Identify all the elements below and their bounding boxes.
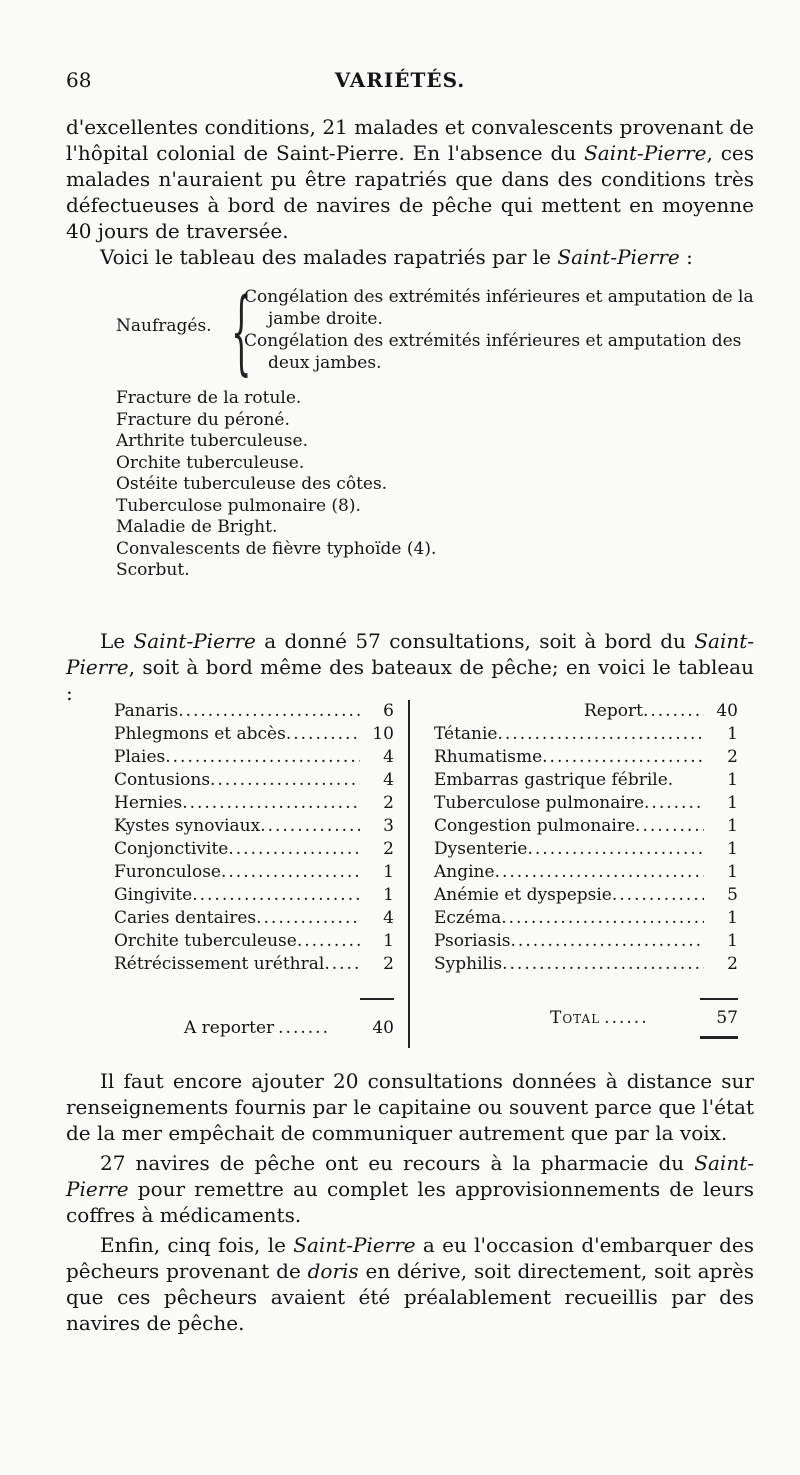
table-left-column [114,700,394,976]
table-row: Anémie et dyspepsie ..... 5 [434,884,738,907]
table-row: Congestion pulmonaire ..... 1 [434,815,738,838]
table-right-column [434,700,738,976]
subtotal-rule [360,998,394,1000]
list-item: Maladie de Bright. [116,517,278,537]
table-row: Conjonctivite ..... 2 [114,838,394,861]
total-row: Total ...... 57 [550,1008,738,1028]
naufrages-item: Congélation des extrémités inférieures et amputation de la [244,287,754,307]
naufrages-group [116,278,766,386]
table-row: Caries dentaires ..... 4 [114,907,394,930]
paragraph-4: Il faut encore ajouter 20 consultations données à distance sur renseignements fournis par le capitaine ou souvent parce que l'état de la mer empêchait de communiquer autrement que par la voix. [66,1069,754,1145]
total-rule [700,998,738,1000]
total-double-rule [700,1036,738,1039]
list-item: Orchite tuberculeuse. [116,452,305,473]
naufrages-item-cont: deux jambes. [268,353,382,373]
table-row: Psoriasis ..... 1 [434,930,738,953]
naufrages-label: Naufragés. [116,316,212,336]
table-row: Angine ..... 1 [434,861,738,884]
paragraph-3: Le Saint-Pierre a donné 57 consultations, soit à bord du Saint-Pierre, soit à bord même des bateaux de pêche; en voici le tableau : [66,629,755,705]
running-title: VARIÉTÉS. [334,68,466,92]
list-item: Fracture du péroné. [116,409,290,430]
left-subtotal-row: A reporter ....... 40 [184,1018,394,1038]
naufrages-item-cont: jambe droite. [268,309,383,329]
table-row: Furonculose ..... 1 [114,861,394,884]
list-item: Tuberculose pulmonaire (8). [116,495,361,516]
list-item: Convalescents de fièvre typhoïde (4). [116,538,437,559]
table-row: Contusions ..... 4 [114,769,394,792]
table-row: Tétanie ..... 1 [434,723,738,746]
table-row: Gingivite ..... 1 [114,884,394,907]
table-row: Report ..... 40 [434,700,738,723]
table-row: Tuberculose pulmonaire ..... 1 [434,792,738,815]
list-item: Scorbut. [116,560,190,580]
table-row: Rhumatisme ..... 2 [434,746,738,769]
brace-icon: { [231,278,252,385]
paragraph-1: d'excellentes conditions, 21 malades et convalescents provenant de l'hôpital colonial de Saint-Pierre. En l'absence du Saint-Pierre, ces malades n'auraient pu être rapatriés que dans des conditions très défectueuses à bord de navires de pêche qui mettent en moyenne 40 jours de traversée. [66,115,755,243]
naufrages-item: Congélation des extrémités inférieures et amputation des [244,331,742,351]
table-row: Dysenterie ..... 1 [434,838,738,861]
column-divider [408,700,410,1048]
page-header [66,68,734,96]
table-row: Kystes synoviaux ..... 3 [114,815,394,838]
table-row: Plaies ..... 4 [114,746,394,769]
table-row: Rétrécissement uréthral ..... 2 [114,953,394,976]
paragraph-6: Enfin, cinq fois, le Saint-Pierre a eu l'occasion d'embarquer des pêcheurs provenant de doris en dérive, soit directement, soit après que ces pêcheurs avaient été préalablement recueillis par des navires de pêche. [66,1233,754,1335]
table-row: Eczéma ..... 1 [434,907,738,930]
paragraph-5: 27 navires de pêche ont eu recours à la pharmacie du Saint-Pierre pour remettre au complet les approvisionnements de leurs coffres à médicaments. [66,1151,754,1227]
list-item: Ostéite tuberculeuse des côtes. [116,474,388,494]
table-row: Embarras gastrique fébrile. 1 [434,770,738,790]
list-item: Fracture de la rotule. [116,388,302,408]
consultations-table [114,700,738,1050]
list-item: Arthrite tuberculeuse. [116,431,308,451]
table-row: Panaris ..... 6 [114,700,394,723]
maladies-list [116,388,756,582]
page-number: 68 [66,68,92,92]
table-row: Syphilis ..... 2 [434,953,738,976]
table-row: Orchite tuberculeuse ..... 1 [114,930,394,953]
paragraph-2: Voici le tableau des malades rapatriés par le Saint-Pierre : [100,245,693,269]
table-row: Phlegmons et abcès ..... 10 [114,723,394,746]
table-row: Hernies ..... 2 [114,792,394,815]
